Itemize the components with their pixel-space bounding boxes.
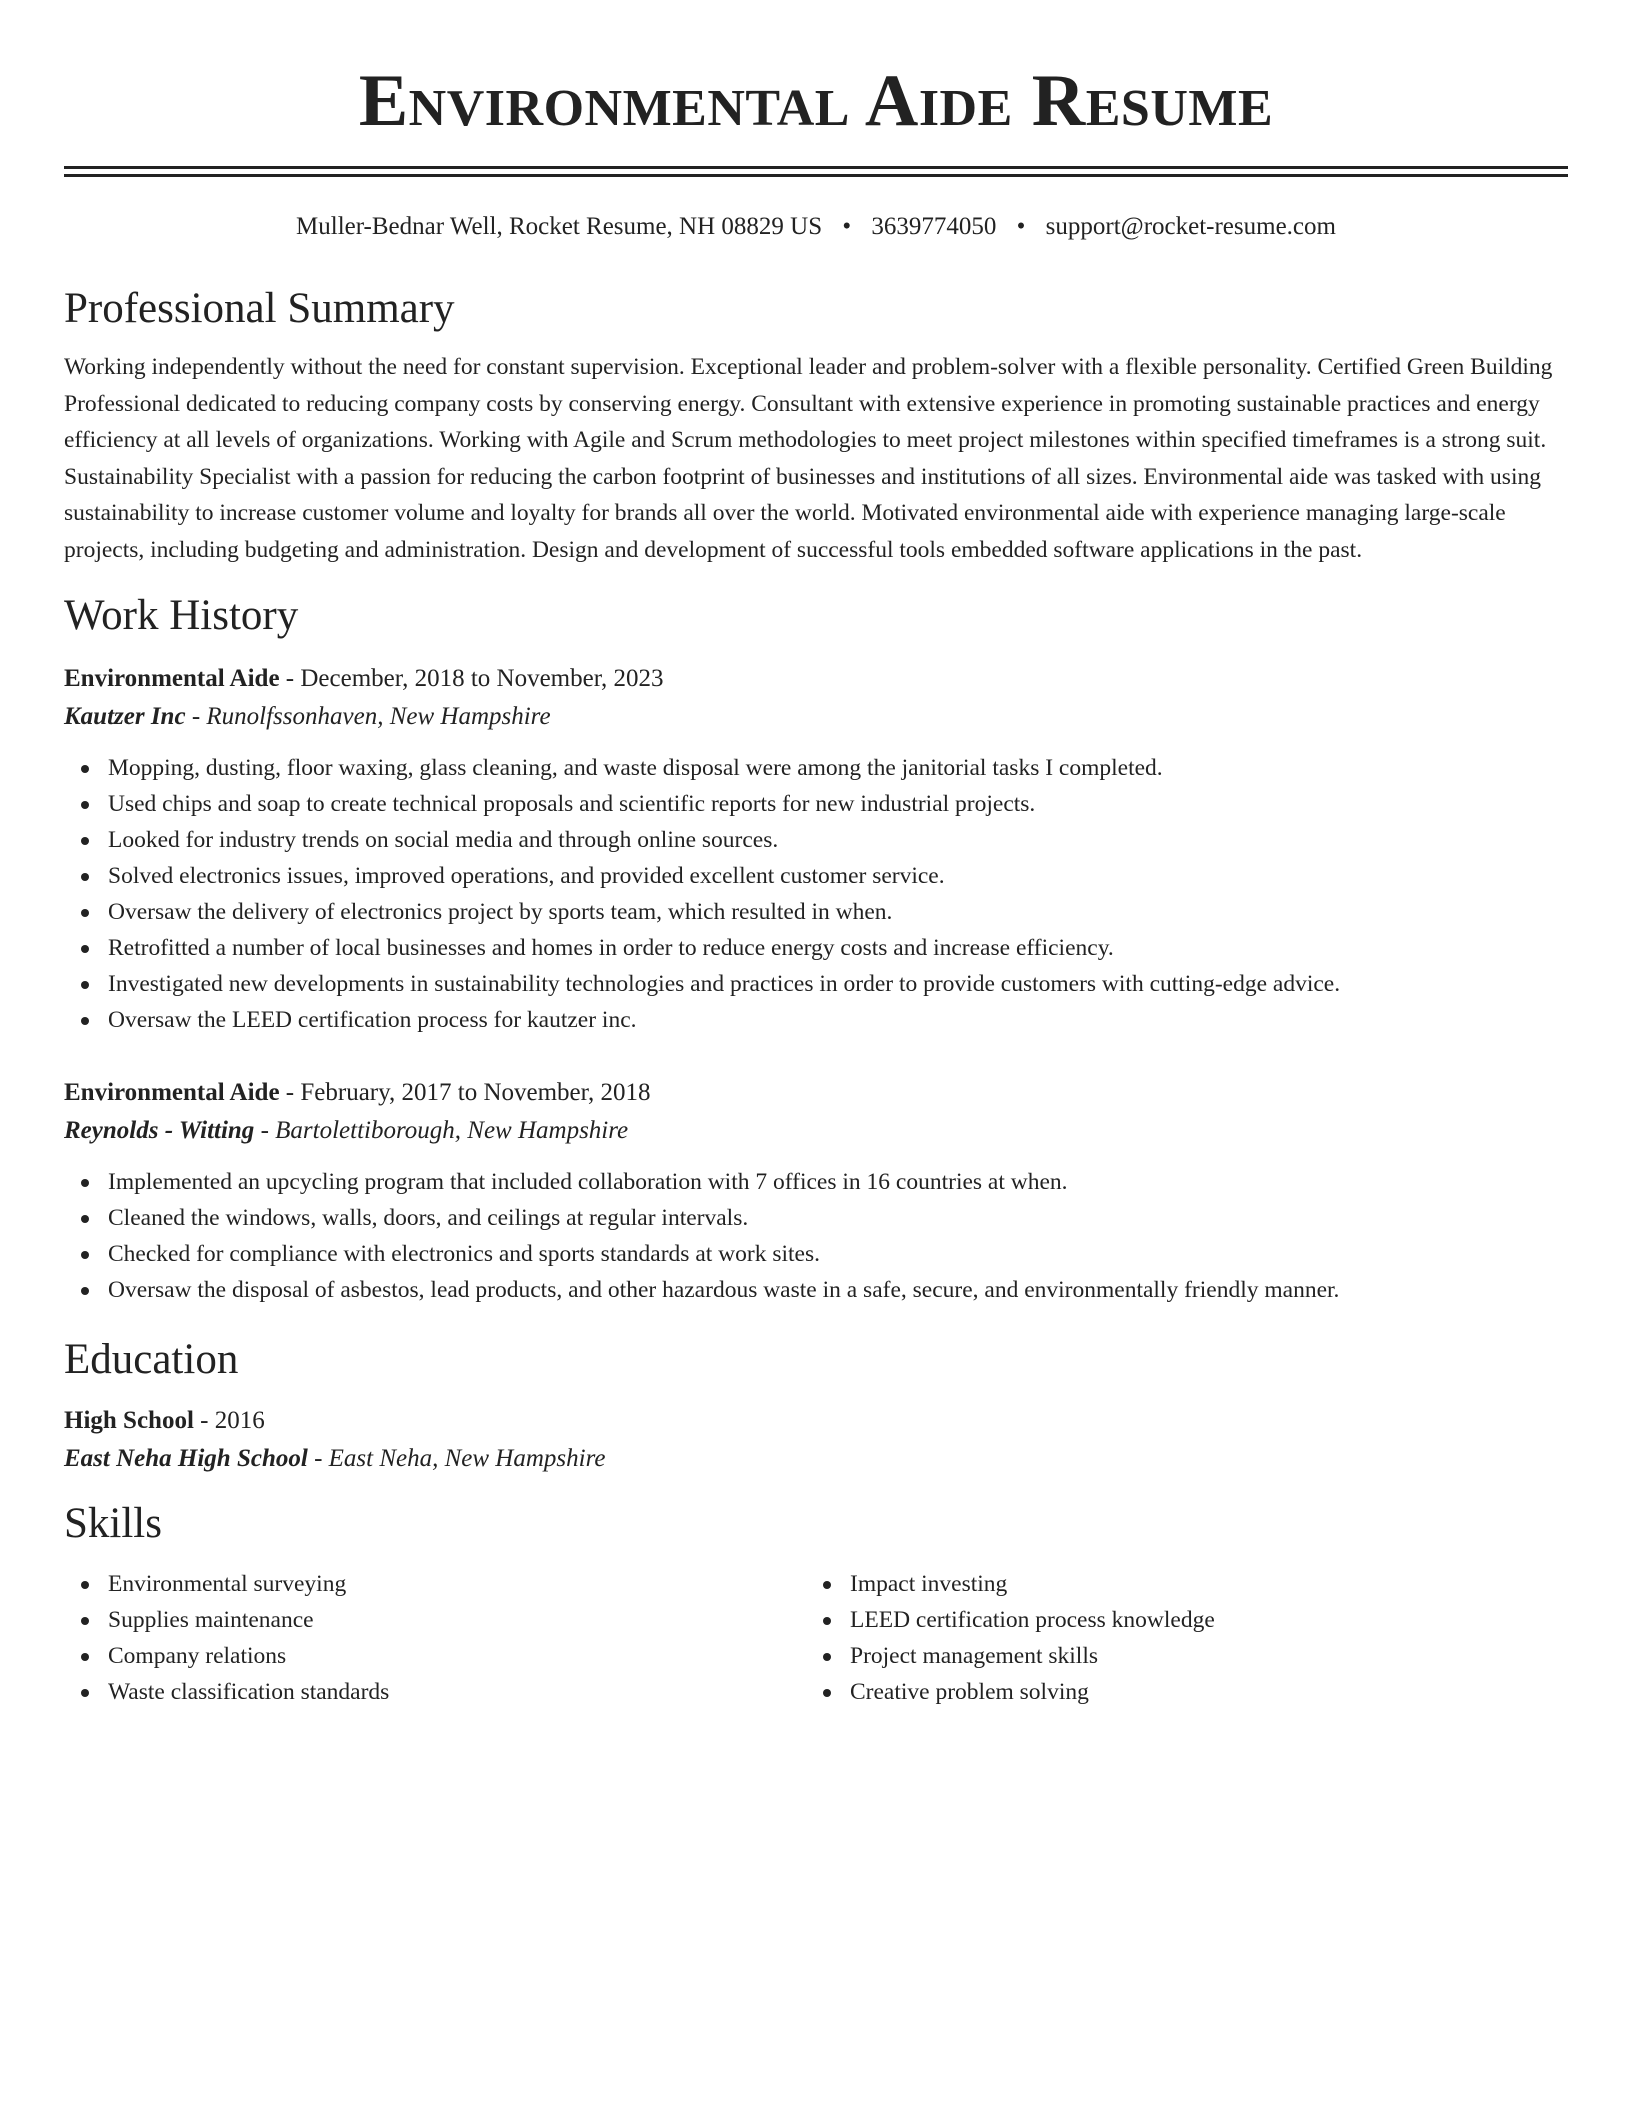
list-item xyxy=(64,930,1568,966)
bullet-icon xyxy=(81,1653,89,1661)
school-location: - East Neha, New Hampshire xyxy=(307,1445,606,1472)
bullet-icon xyxy=(823,1653,831,1661)
school-line xyxy=(64,1440,1568,1478)
bullet-icon xyxy=(81,1689,89,1697)
bullet-icon xyxy=(81,801,89,809)
job-dates: - February, 2017 to November, 2018 xyxy=(279,1079,651,1106)
job-entry xyxy=(64,660,1568,1038)
duty-text: Checked for compliance with electronics and sports standards at work sites. xyxy=(108,1241,820,1267)
list-item xyxy=(806,1638,1548,1674)
contact-separator: • xyxy=(842,213,852,240)
job-location: - Bartolettiborough, New Hampshire xyxy=(254,1117,629,1144)
list-item xyxy=(64,1638,806,1674)
bullet-icon xyxy=(81,909,89,917)
list-item xyxy=(64,822,1568,858)
duty-text: Retrofitted a number of local businesses and homes in order to reduce energy costs and increase efficiency. xyxy=(108,935,1114,961)
skill-text: Impact investing xyxy=(850,1571,1008,1597)
list-item xyxy=(806,1674,1548,1710)
bullet-icon xyxy=(823,1689,831,1697)
list-item xyxy=(64,966,1568,1002)
job-company: Reynolds - Witting xyxy=(64,1117,255,1144)
skill-text: LEED certification process knowledge xyxy=(850,1607,1215,1633)
list-item xyxy=(64,858,1568,894)
education-heading: Education xyxy=(64,1336,239,1383)
summary-text: Working independently without the need for constant supervision. Exceptional leader and problem-solver with a flexible personality. Certified Green Building Professional dedicated to reducing company costs by conserving energy. Consultant with extensive experience in promoting sustainable practices and energy efficiency at all levels of organizations. Working with Agile and Scrum methodologies to meet project milestones within specified timeframes is a strong suit. Sustainability Specialist with a passion for reducing the carbon footprint of businesses and institutions of all sizes. Environmental aide was tasked with using sustainability to increase customer volume and loyalty for brands all over the world. Motivated environmental aide with experience managing large-scale projects, including budgeting and administration. Design and development of successful tools embedded software applications in the past. xyxy=(64,354,1553,563)
list-item xyxy=(64,1674,806,1710)
contact-email: support@rocket-resume.com xyxy=(1045,213,1336,240)
job-company-line xyxy=(64,698,1568,736)
list-item xyxy=(64,1272,1568,1308)
list-item xyxy=(64,786,1568,822)
duty-text: Oversaw the delivery of electronics project by sports team, which resulted in when. xyxy=(108,899,893,925)
duty-text: Oversaw the LEED certification process for kautzer inc. xyxy=(108,1007,637,1033)
duty-text: Implemented an upcycling program that included collaboration with 7 offices in 16 countries at when. xyxy=(108,1169,1068,1195)
list-item xyxy=(64,1200,1568,1236)
bullet-icon xyxy=(81,1581,89,1589)
bullet-icon xyxy=(81,945,89,953)
list-item xyxy=(64,750,1568,786)
list-item xyxy=(64,1566,806,1602)
bullet-icon xyxy=(81,1017,89,1025)
education-entry xyxy=(64,1402,1568,1478)
duty-text: Investigated new developments in sustainability technologies and practices in order to provide customers with cutting-edge advice. xyxy=(108,971,1341,997)
title-divider xyxy=(64,166,1568,177)
bullet-icon xyxy=(81,765,89,773)
resume-title: Environmental Aide Resume xyxy=(358,60,1274,142)
job-dates: - December, 2018 to November, 2023 xyxy=(279,665,664,692)
degree: High School xyxy=(64,1407,194,1434)
list-item xyxy=(64,1002,1568,1038)
school-name: East Neha High School xyxy=(64,1445,308,1472)
skills-list xyxy=(806,1566,1548,1710)
list-item xyxy=(64,1236,1568,1272)
bullet-icon xyxy=(823,1581,831,1589)
job-title-line xyxy=(64,660,1568,698)
duty-text: Mopping, dusting, floor waxing, glass cleaning, and waste disposal were among the janitorial tasks I completed. xyxy=(108,755,1163,781)
contact-line xyxy=(64,211,1568,243)
graduation-year: - 2016 xyxy=(193,1407,265,1434)
duty-text: Cleaned the windows, walls, doors, and ceilings at regular intervals. xyxy=(108,1205,749,1231)
degree-line xyxy=(64,1402,1568,1440)
job-title: Environmental Aide xyxy=(64,665,280,692)
list-item xyxy=(64,1164,1568,1200)
duty-text: Oversaw the disposal of asbestos, lead products, and other hazardous waste in a safe, secure, and environmentally friendly manner. xyxy=(108,1277,1340,1303)
bullet-icon xyxy=(81,873,89,881)
skills-column-right xyxy=(806,1566,1548,1710)
job-entry xyxy=(64,1074,1568,1308)
bullet-icon xyxy=(81,1287,89,1295)
skills-list xyxy=(64,1566,806,1710)
job-company-line xyxy=(64,1112,1568,1150)
job-title: Environmental Aide xyxy=(64,1079,280,1106)
job-company: Kautzer Inc xyxy=(64,703,186,730)
skill-text: Project management skills xyxy=(850,1643,1099,1669)
bullet-icon xyxy=(81,837,89,845)
duty-text: Solved electronics issues, improved operations, and provided excellent customer service. xyxy=(108,863,945,889)
bullet-icon xyxy=(81,1215,89,1223)
skill-text: Creative problem solving xyxy=(850,1679,1089,1705)
bullet-icon xyxy=(81,981,89,989)
summary-heading: Professional Summary xyxy=(64,285,455,332)
duty-text: Looked for industry trends on social media and through online sources. xyxy=(108,827,779,853)
contact-phone: 3639774050 xyxy=(871,213,997,240)
job-title-line xyxy=(64,1074,1568,1112)
job-duties-list xyxy=(64,1164,1568,1308)
bullet-icon xyxy=(823,1617,831,1625)
list-item xyxy=(64,1602,806,1638)
contact-address: Muller-Bednar Well, Rocket Resume, NH 08829 US xyxy=(296,213,823,240)
duty-text: Used chips and soap to create technical proposals and scientific reports for new industrial projects. xyxy=(108,791,1036,817)
list-item xyxy=(806,1602,1548,1638)
bullet-icon xyxy=(81,1617,89,1625)
skill-text: Environmental surveying xyxy=(108,1571,347,1597)
list-item xyxy=(64,894,1568,930)
skills-grid xyxy=(64,1566,1568,1710)
job-duties-list xyxy=(64,750,1568,1038)
list-item xyxy=(806,1566,1548,1602)
skill-text: Company relations xyxy=(108,1643,287,1669)
contact-separator: • xyxy=(1016,213,1026,240)
bullet-icon xyxy=(81,1179,89,1187)
work-history-heading: Work History xyxy=(64,592,299,639)
skills-heading: Skills xyxy=(64,1500,162,1547)
skill-text: Supplies maintenance xyxy=(108,1607,314,1633)
job-location: - Runolfssonhaven, New Hampshire xyxy=(185,703,551,730)
skill-text: Waste classification standards xyxy=(108,1679,390,1705)
bullet-icon xyxy=(81,1251,89,1259)
skills-column-left xyxy=(64,1566,806,1710)
